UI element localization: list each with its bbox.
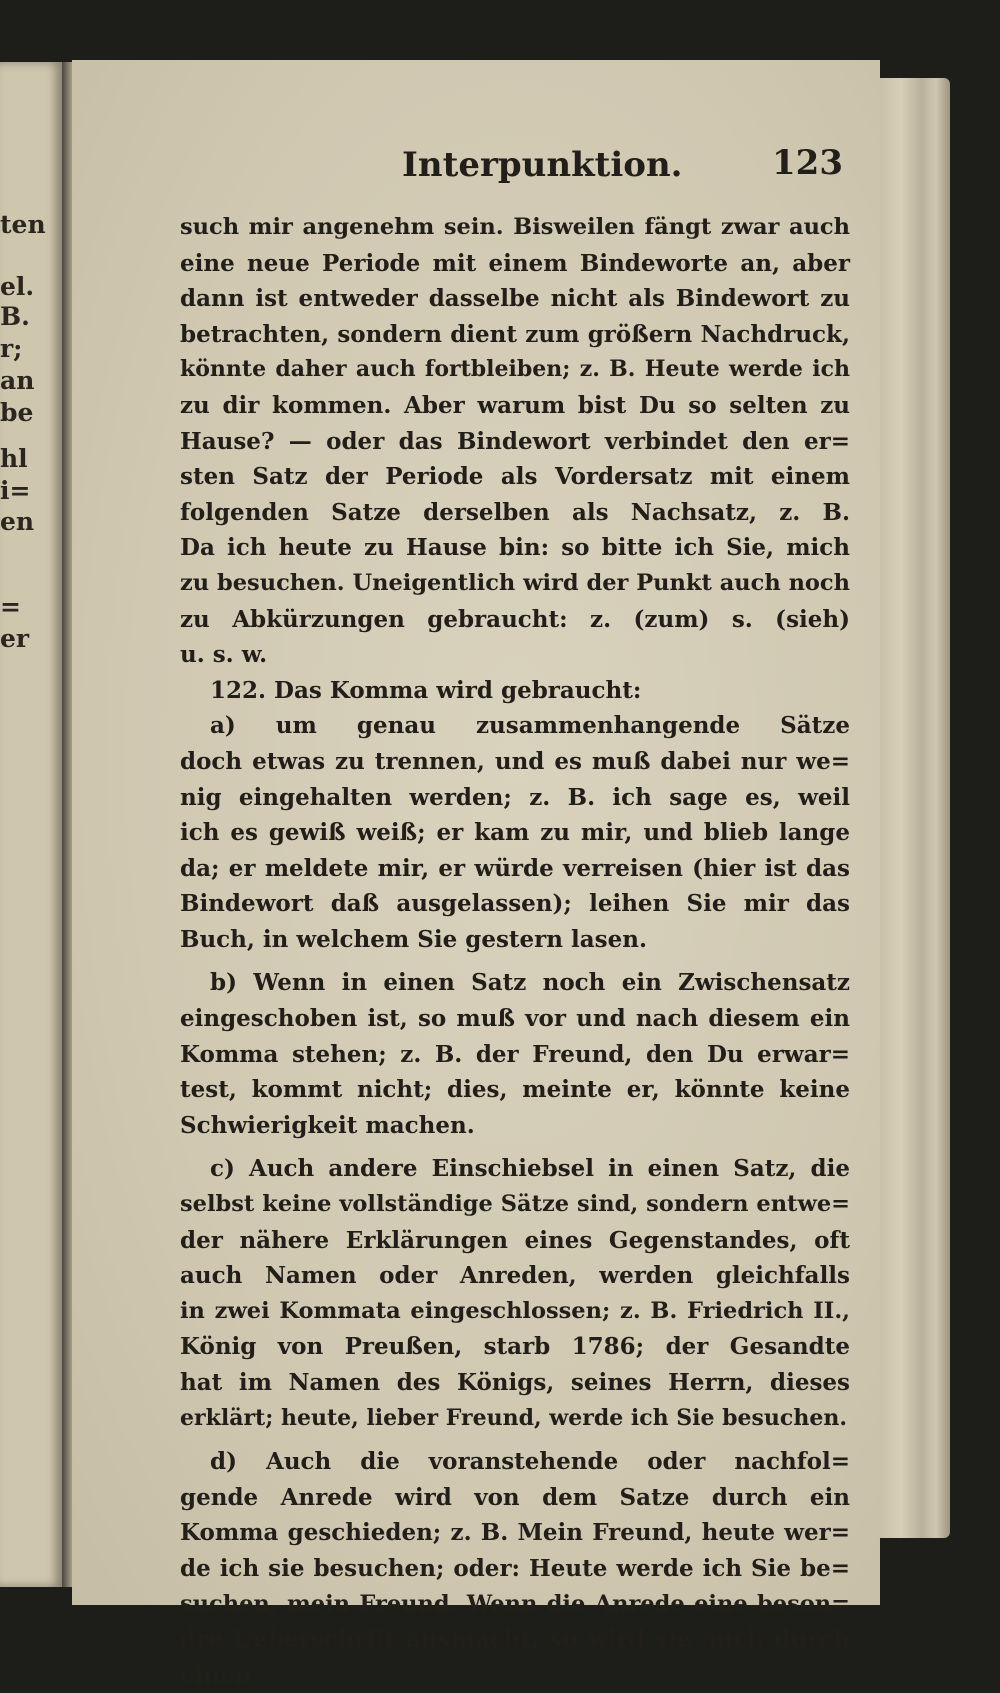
text-line: doch etwas zu trennen, und es muß dabei nur we= (180, 747, 850, 775)
paragraph (180, 708, 850, 957)
text-line: könnte daher auch fortbleiben; z. B. Heute werde ich (180, 356, 850, 383)
text-line: sten Satz der Periode als Vordersatz mit einem (180, 463, 850, 491)
text-line: u. s. w. (180, 641, 268, 669)
text-line: selbst keine vollständige Sätze sind, sondern entwe= (180, 1191, 850, 1218)
text-line: b) Wenn in einen Satz noch ein Zwischensatz (210, 969, 850, 997)
paragraph (180, 1151, 850, 1436)
text-line: ich es gewiß weiß; er kam zu mir, und blieb lange (180, 819, 850, 847)
text-line: c) Auch andere Einschiebsel in einen Satz, die (210, 1155, 850, 1183)
text-line: Hause? — oder das Bindewort verbindet den er= (180, 427, 850, 455)
paragraph (180, 673, 850, 709)
text-line: auch Namen oder Anreden, werden gleichfalls (180, 1262, 850, 1290)
text-line: a) um genau zusammenhangende Sätze (210, 712, 850, 740)
text-line: Bindewort daß ausgelassen); leihen Sie mir das (180, 890, 850, 918)
text-line: 122. Das Komma wird gebraucht: (210, 676, 642, 704)
text-line: suchen, mein Freund. Wenn die Anrede eine beson= (180, 1590, 850, 1617)
paragraph (180, 1444, 850, 1693)
text-line: König von Preußen, starb 1786; der Gesandte (180, 1333, 850, 1361)
text-line: der nähere Erklärungen eines Gegenstandes, oft (180, 1226, 850, 1254)
paragraph (180, 965, 850, 1143)
text-line: d) Auch die voranstehende oder nachfol= (210, 1448, 850, 1476)
text-line: Komma geschieden; z. B. Mein Freund, heute wer= (180, 1519, 850, 1547)
paragraph-gap (180, 1436, 850, 1444)
text-line: zu Abkürzungen gebraucht: z. (zum) s. (sieh) (180, 605, 850, 633)
book-page (72, 60, 880, 1689)
left-margin-fragment: i= (0, 476, 31, 505)
text-line: zu dir kommen. Aber warum bist Du so selten zu (180, 391, 850, 419)
text-line: folgenden Satze derselben als Nachsatz, z. B. (180, 498, 850, 526)
running-head: Interpunktion. (402, 145, 683, 185)
text-line: dann ist entweder dasselbe nicht als Bindewort zu (180, 285, 850, 313)
text-line: test, kommt nicht; dies, meinte er, könnte keine (180, 1076, 850, 1104)
left-margin-fragment: er (0, 624, 30, 653)
text-line: de ich sie besuchen; oder: Heute werde ich Sie be= (180, 1554, 850, 1582)
left-margin-fragment: B. (0, 302, 30, 331)
text-line: Komma stehen; z. B. der Freund, den Du erwar= (180, 1040, 850, 1068)
text-line: einen (180, 1661, 252, 1689)
left-margin-fragment: = (0, 592, 21, 621)
left-margin-fragment: ten (0, 210, 46, 239)
text-line: such mir angenehm sein. Bisweilen fängt zwar auch (180, 214, 850, 240)
text-line: gende Anrede wird von dem Satze durch ein (180, 1483, 850, 1511)
left-margin-fragment: hl (0, 444, 28, 473)
text-line: hat im Namen des Königs, seines Herrn, dieses (180, 1369, 850, 1396)
left-margin-fragment: be (0, 398, 34, 427)
text-line: Buch, in welchem Sie gestern lasen. (180, 925, 647, 953)
left-margin-fragment: en (0, 507, 35, 536)
left-page-edge (0, 62, 62, 1587)
text-line: betrachten, sondern dient zum größern Nachdruck, (180, 320, 850, 348)
text-line: dre Ueberschrift ausmacht, so wird sie auch durch (180, 1626, 850, 1654)
page-stack-edge (880, 78, 950, 1538)
paragraph-gap (180, 957, 850, 965)
left-margin-fragment: an (0, 366, 35, 395)
text-line: Schwierigkeit machen. (180, 1111, 475, 1139)
body-text (180, 210, 850, 1693)
paragraph-gap (180, 1143, 850, 1151)
text-line: da; er meldete mir, er würde verreisen (hier ist das (180, 854, 850, 882)
text-line: eine neue Periode mit einem Bindeworte an, aber (180, 249, 850, 277)
left-margin-fragment: el. (0, 272, 35, 301)
page-number: 123 (772, 143, 843, 183)
text-line: nig eingehalten werden; z. B. ich sage es, weil (180, 783, 850, 811)
text-line: erklärt; heute, lieber Freund, werde ich Sie besuchen. (180, 1404, 847, 1431)
text-line: zu besuchen. Uneigentlich wird der Punkt auch noch (180, 569, 850, 596)
text-line: in zwei Kommata eingeschlossen; z. B. Friedrich II., (180, 1297, 850, 1324)
text-line: Da ich heute zu Hause bin: so bitte ich Sie, mich (180, 534, 850, 562)
left-margin-fragment: r; (0, 334, 23, 363)
text-line: eingeschoben ist, so muß vor und nach diesem ein (180, 1005, 850, 1033)
paragraph (180, 210, 850, 673)
